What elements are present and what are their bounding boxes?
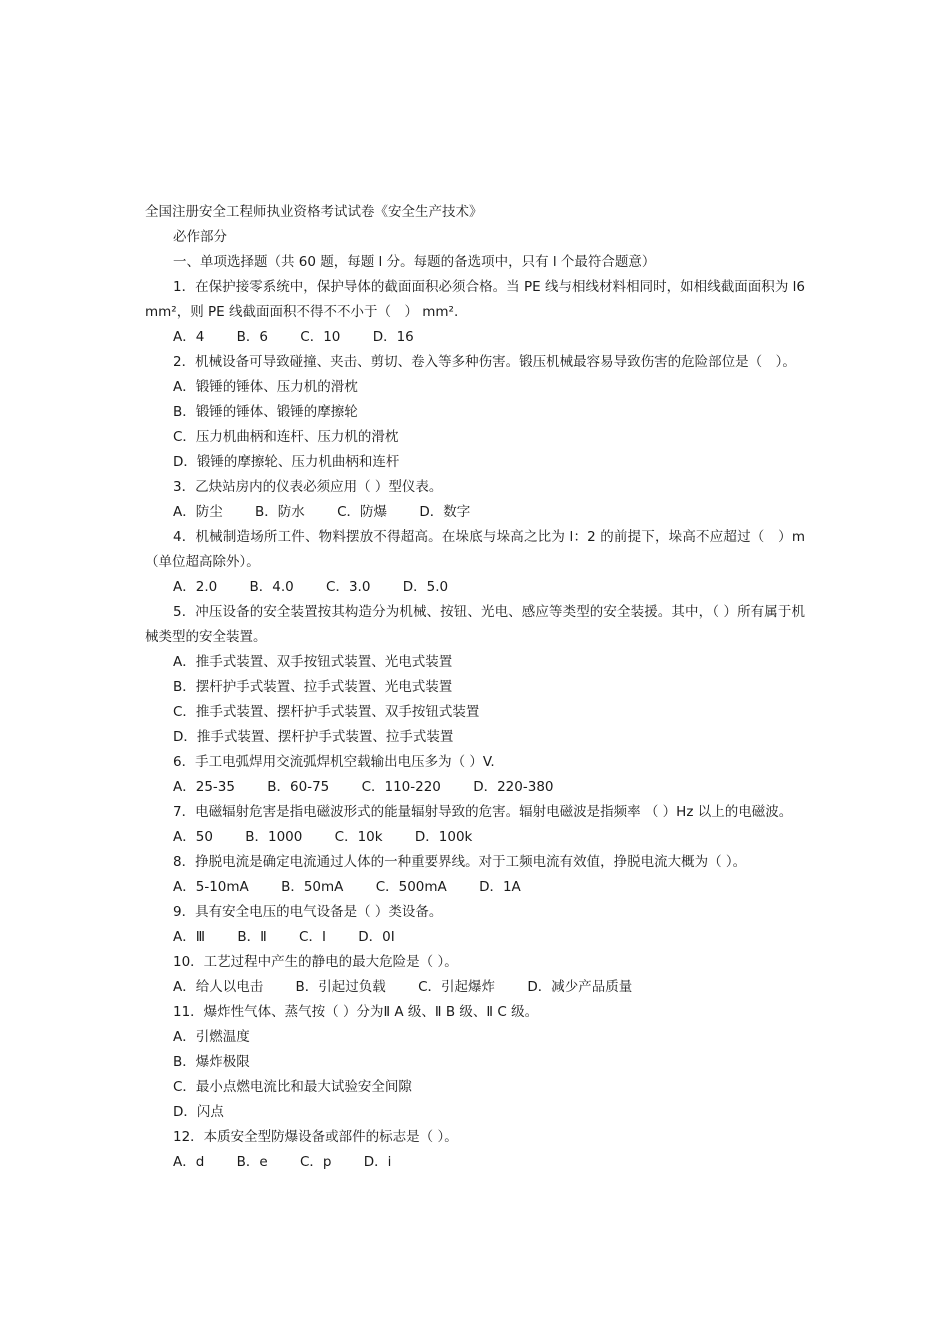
options-row (145, 825, 805, 850)
question-stem: 1．在保护接零系统中，保护导体的截面面积必须合格。当 PE 线与相线材料相同时，如相线截面面积为 l6 mm²，则 PE 线截面面积不得不不小于（ ） mm². (145, 279, 805, 320)
question-stem: 4．机械制造场所工件、物料摆放不得超高。在垛底与垛高之比为 l：2 的前提下，垛高不应超过（ ）m（单位超高除外）。 (145, 529, 805, 570)
option: D．16 (372, 329, 414, 345)
option: A．d (173, 1154, 205, 1170)
option: D．推手式装置、摆杆护手式装置、拉手式装置 (173, 729, 454, 745)
options-row (145, 875, 805, 900)
option: B．6 (236, 329, 268, 345)
option: A．给人以电击 (173, 979, 264, 995)
option: A．推手式装置、双手按钮式装置、光电式装置 (173, 654, 453, 670)
option: D．0I (358, 929, 395, 945)
option: D．100k (414, 829, 473, 845)
question-stem: 7．电磁辐射危害是指电磁波形式的能量辐射导致的危害。辐射电磁波是指频率 （ ）Hz 以上的电磁波。 (173, 804, 793, 820)
document-body (145, 200, 805, 1175)
question-stem: 2．机械设备可导致碰撞、夹击、剪切、卷入等多种伤害。锻压机械最容易导致伤害的危险部位是（ ）。 (173, 354, 796, 370)
option: D．220-380 (473, 779, 554, 795)
part-heading: 一、单项选择题（共 60 题，每题 l 分。每题的备选项中，只有 l 个最符合题意） (173, 254, 656, 270)
option: C．压力机曲柄和连杆、压力机的滑枕 (173, 429, 399, 445)
option: D．i (363, 1154, 392, 1170)
option: B．爆炸极限 (173, 1054, 250, 1070)
option: C．引起爆炸 (418, 979, 496, 995)
question-stem: 6．手工电弧焊用交流弧焊机空载输出电压多为（ ）V. (173, 754, 495, 770)
option: A．4 (173, 329, 205, 345)
option: B．摆杆护手式装置、拉手式装置、光电式装置 (173, 679, 453, 695)
option: C．最小点燃电流比和最大试验安全间隙 (173, 1079, 412, 1095)
question-stem: 3．乙炔站房内的仪表必须应用（ ）型仪表。 (173, 479, 443, 495)
option: B．Ⅱ (237, 929, 267, 945)
option: A．5-10mA (173, 879, 249, 895)
option: C．p (299, 1154, 332, 1170)
option: D．数字 (419, 504, 471, 520)
options-row (145, 975, 805, 1000)
option: C．10 (300, 329, 341, 345)
option: B．60-75 (267, 779, 330, 795)
option: B．锻锤的锤体、锻锤的摩擦轮 (173, 404, 358, 420)
option: D．5.0 (402, 579, 449, 595)
option: B．1000 (245, 829, 303, 845)
option: C．110-220 (361, 779, 441, 795)
option: D．1A (479, 879, 521, 895)
option: D．锻锤的摩擦轮、压力机曲柄和连杆 (173, 454, 400, 470)
option: C．防爆 (337, 504, 388, 520)
option: A．25-35 (173, 779, 235, 795)
option: C．3.0 (326, 579, 371, 595)
exam-title: 全国注册安全工程师执业资格考试试卷《安全生产技术》 (145, 204, 483, 220)
option: B．50mA (281, 879, 344, 895)
option: C．推手式装置、摆杆护手式装置、双手按钮式装置 (173, 704, 480, 720)
option: A．锻锤的锤体、压力机的滑枕 (173, 379, 358, 395)
question-stem: 9．具有安全电压的电气设备是（ ）类设备。 (173, 904, 443, 920)
options-row (145, 325, 805, 350)
option: D．闪点 (173, 1104, 224, 1120)
option: C．10k (334, 829, 383, 845)
option: A．2.0 (173, 579, 218, 595)
options-row (145, 925, 805, 950)
options-row (145, 775, 805, 800)
option: A．防尘 (173, 504, 223, 520)
option: B．防水 (255, 504, 305, 520)
option: C．500mA (375, 879, 447, 895)
option: C．I (299, 929, 326, 945)
option: B．4.0 (249, 579, 294, 595)
option: A．50 (173, 829, 213, 845)
option: D．减少产品质量 (527, 979, 633, 995)
option: B．引起过负载 (295, 979, 386, 995)
question-stem: 10．工艺过程中产生的静电的最大危险是（ ）。 (173, 954, 458, 970)
options-row (145, 1150, 805, 1175)
question-stem: 8．挣脱电流是确定电流通过人体的一种重要界线。对于工频电流有效值，挣脱电流大概为（ ）。 (173, 854, 747, 870)
option: A．Ⅲ (173, 929, 206, 945)
question-stem: 12．本质安全型防爆设备或部件的标志是（ ）。 (173, 1129, 458, 1145)
option: B．e (236, 1154, 268, 1170)
question-stem: 11．爆炸性气体、蒸气按（ ）分为Ⅱ A 级、Ⅱ B 级、Ⅱ C 级。 (173, 1004, 539, 1020)
option: A．引燃温度 (173, 1029, 250, 1045)
options-row (145, 575, 805, 600)
options-row (145, 500, 805, 525)
section-label: 必作部分 (173, 229, 227, 245)
question-stem: 5．冲压设备的安全装置按其构造分为机械、按钮、光电、感应等类型的安全装援。其中，（ ）所有属于机械类型的安全装置。 (145, 604, 805, 645)
